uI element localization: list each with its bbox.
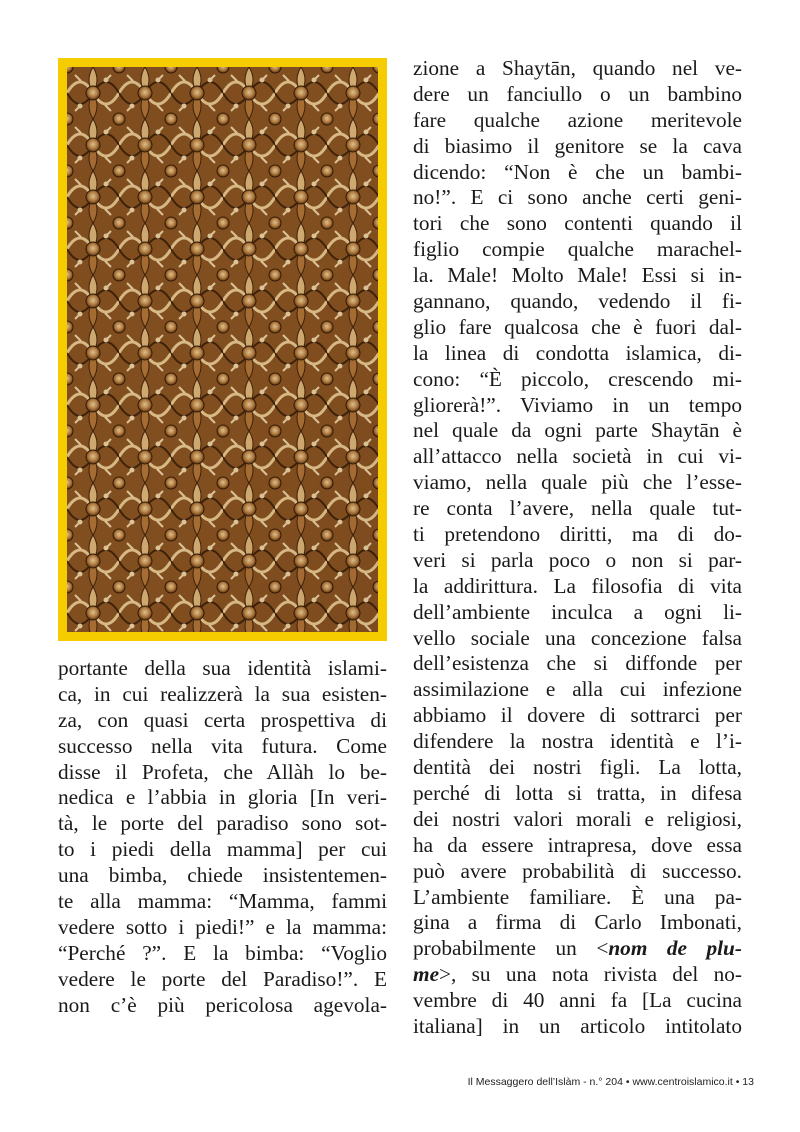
text-line: ti pretendono diritti, ma di do-	[413, 522, 742, 547]
text-line: vedere le porte del Paradiso!”. E	[58, 966, 387, 991]
text-line: “Perché ?”. E la bimba: “Voglio	[58, 940, 387, 965]
text-line: tori che sono contenti quando il	[413, 211, 742, 236]
text-line: gina a firma di Carlo Imbonati,	[413, 910, 742, 935]
text-line: no!”. E ci sono anche certi geni-	[413, 185, 742, 210]
text-line: nel quale da ogni parte Shaytān è	[413, 418, 742, 443]
text-line: la linea di condotta islamica, di-	[413, 340, 742, 365]
text-line: dell’esistenza che si diffonde per	[413, 651, 742, 676]
text-line: nedica e l’abbia in gloria [In veri-	[58, 785, 387, 810]
text-line: la. Male! Molto Male! Essi si in-	[413, 263, 742, 288]
italic-phrase: nom de plu-	[608, 936, 742, 961]
text-line: glio fare qualcosa che è fuori dal-	[413, 314, 742, 339]
text-line: ca, in cui realizzerà la sua esisten-	[58, 681, 387, 706]
text-line: perché di lotta si tratta, in difesa	[413, 780, 742, 805]
text-line: di biasimo il genitore se la cava	[413, 133, 742, 158]
text-line: dei nostri valori morali e religiosi,	[413, 806, 742, 831]
text-line: to i piedi della mamma] per cui	[58, 837, 387, 862]
text-line: fare qualche azione meritevole	[413, 107, 742, 132]
text-line: portante della sua identità islami-	[58, 656, 387, 680]
page-footer: Il Messaggero dell’Islàm - n.° 204 • www.centroislamico.it • 13	[467, 1076, 754, 1088]
text-line: viamo, nella quale più che l’esse-	[413, 470, 742, 495]
text-line: re conta l’avere, nella quale tut-	[413, 496, 742, 521]
text-line: italiana] in un articolo intitolato	[413, 1013, 742, 1038]
text-line: tà, le porte del paradiso sono sot-	[58, 811, 387, 836]
text-line: gannano, quando, vedendo il fi-	[413, 289, 742, 314]
text-line: ha da essere intrapresa, dove essa	[413, 832, 742, 857]
text-line: zione a Shaytān, quando nel ve-	[413, 56, 742, 80]
article-column-right	[413, 56, 742, 1040]
text-line-nom-de-plume: probabilmente un <nom de plu-	[413, 936, 742, 961]
article-column-left	[58, 656, 387, 1018]
text-line: può avere probabilità di successo.	[413, 858, 742, 883]
text-line: difendere la nostra identità e l’i-	[413, 729, 742, 754]
text-line: dell’ambiente inculca a ogni li-	[413, 599, 742, 624]
text-line: assimilazione e alla cui infezione	[413, 677, 742, 702]
italic-phrase: me	[413, 962, 440, 987]
text-line: dentità dei nostri figli. La lotta,	[413, 755, 742, 780]
text-line: la addirittura. La filosofia di vita	[413, 573, 742, 598]
text-line: za, con quasi certa prospettiva di	[58, 707, 387, 732]
text-line: cono: “È piccolo, crescendo mi-	[413, 366, 742, 391]
text-line: dicendo: “Non è che un bambi-	[413, 159, 742, 184]
text-line: all’attacco nella società in cui vi-	[413, 444, 742, 469]
arabesque-carving-image	[67, 67, 378, 632]
text-line-nom-de-plume-end: me>, su una nota rivista del no-	[413, 962, 742, 987]
text-line: vello sociale una concezione falsa	[413, 625, 742, 650]
text-line: non c’è più pericolosa agevola-	[58, 992, 387, 1017]
text-line: L’ambiente familiare. È una pa-	[413, 884, 742, 909]
text-line: figlio compie qualche marachel-	[413, 237, 742, 262]
text-line: una bimba, chiede insistentemen-	[58, 863, 387, 888]
text-line: vembre di 40 anni fa [La cucina	[413, 988, 742, 1013]
text-line: te alla mamma: “Mamma, fammi	[58, 889, 387, 914]
text-line: veri si parla poco o non si par-	[413, 547, 742, 572]
text-line: successo nella vita futura. Come	[58, 733, 387, 758]
photo-frame	[58, 58, 387, 641]
text-line: dere un fanciullo o un bambino	[413, 81, 742, 106]
text-line: abbiamo il dovere di sottrarci per	[413, 703, 742, 728]
text-line: disse il Profeta, che Allàh lo be-	[58, 759, 387, 784]
text-line: gliorerà!”. Viviamo in un tempo	[413, 392, 742, 417]
text-line: vedere sotto i piedi!” e la mamma:	[58, 914, 387, 939]
